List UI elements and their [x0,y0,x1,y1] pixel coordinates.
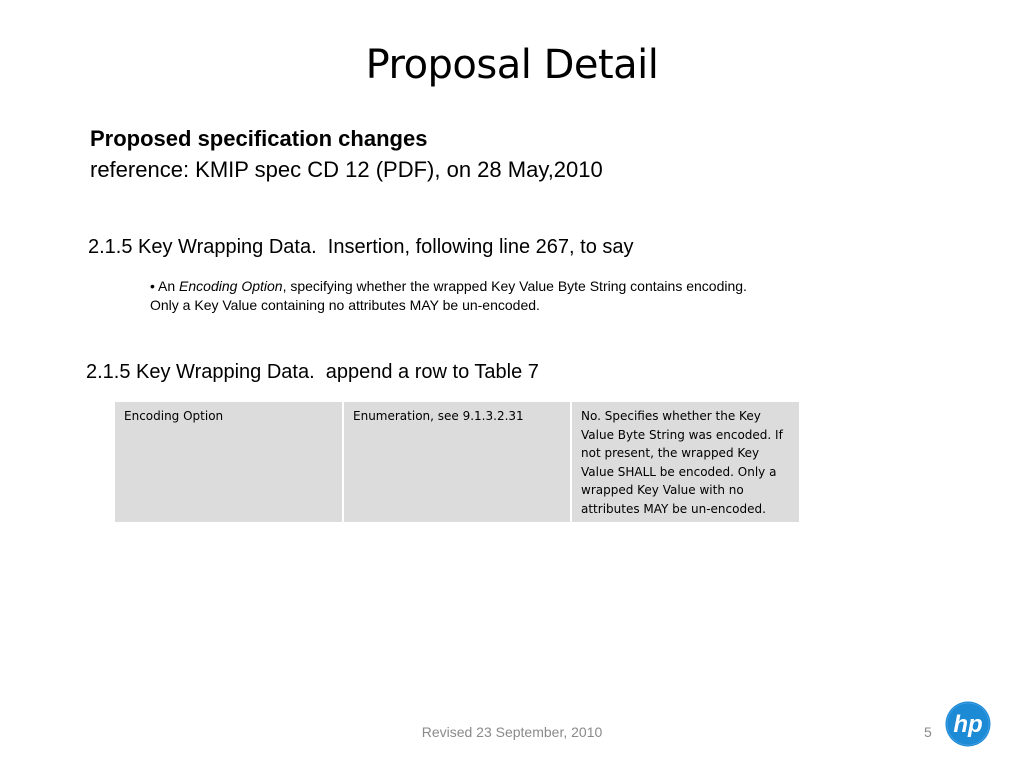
spec-heading: Proposed specification changes [90,126,428,151]
svg-text:hp: hp [953,711,983,738]
table-cell-name: Encoding Option [114,401,343,523]
spec-reference: reference: KMIP spec CD 12 (PDF), on 28 May,2010 [90,157,603,182]
slide-title: Proposal Detail [365,42,659,88]
table-cell-type: Enumeration, see 9.1.3.2.31 [343,401,571,523]
section-heading-insertion: 2.1.5 Key Wrapping Data. Insertion, following line 267, to say [88,236,634,258]
table-cell-description: No. Specifies whether the Key Value Byte String was encoded. If not present, the wrapped Key Value SHALL be encoded. Only a wrapped Key Value with no attributes MAY be un-encoded. [571,401,800,523]
bullet-text: , specifying whether the wrapped Key Value Byte String contains encoding. Only a Key Value containing no attributes MAY be un-encoded. [150,278,747,313]
table-7-new-row [113,400,801,524]
bullet-term: Encoding Option [179,278,283,294]
hp-logo-icon [945,701,991,747]
section-heading-append-row: 2.1.5 Key Wrapping Data. append a row to Table 7 [86,361,539,383]
footer-revised-date: Revised 23 September, 2010 [421,724,603,740]
bullet-prefix: An [158,278,176,294]
page-number: 5 [924,724,932,740]
table-row [114,401,800,523]
bullet-marker: • [150,278,155,294]
bullet-item [150,277,750,315]
